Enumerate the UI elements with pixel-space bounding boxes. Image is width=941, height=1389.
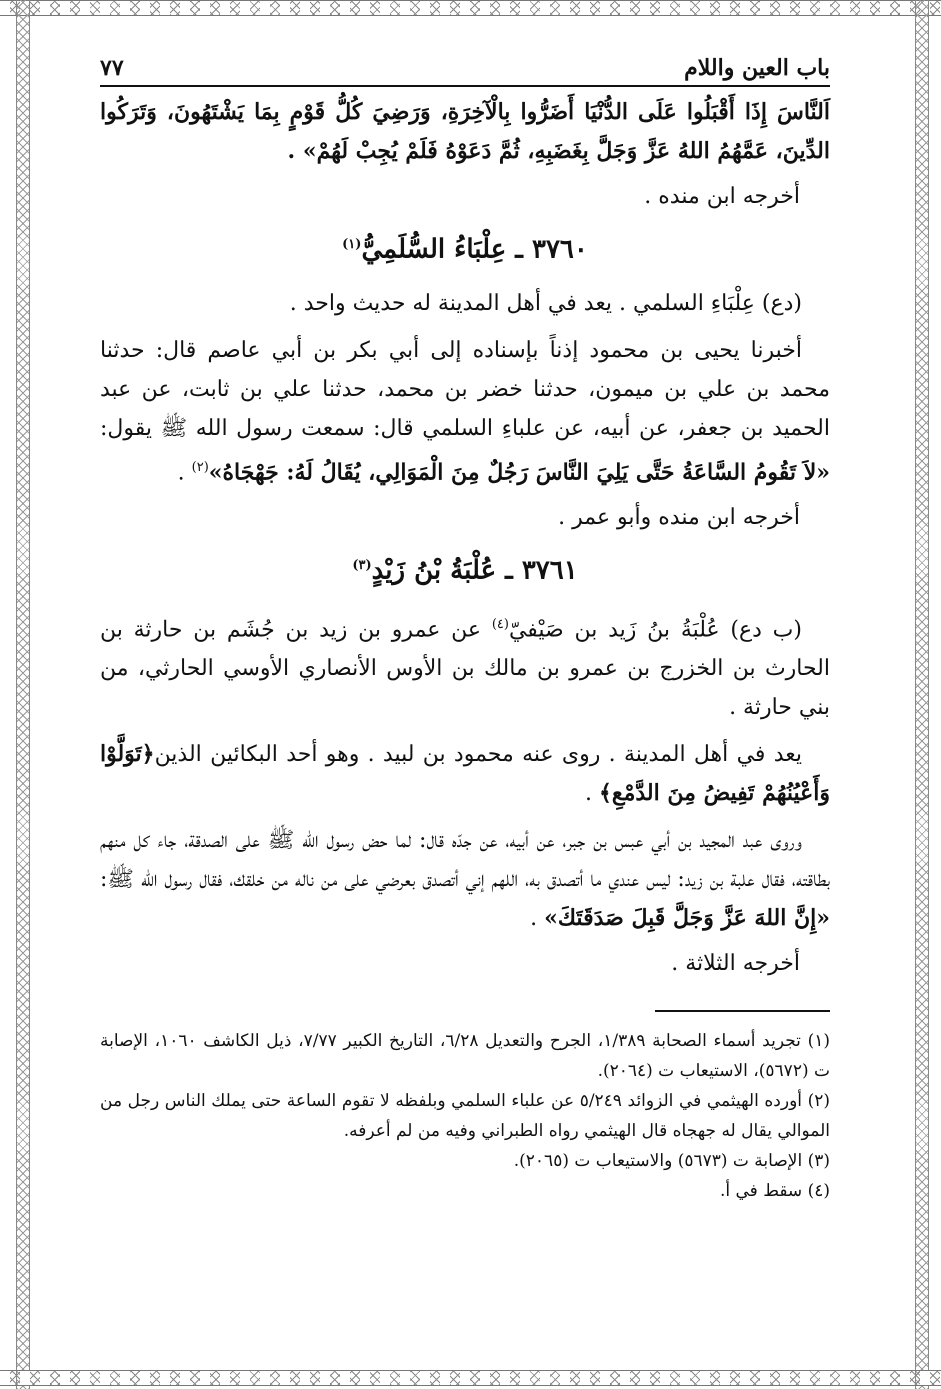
hadith-continuation: اَلنَّاسَ إِذَا أَقْبَلُوا عَلَى الدُّنْيَا أَضَرُّوا بِالْآخِرَةِ، وَرَضِيَ كُلُّ قَوْمٍ بِمَا يَشْتَهُونَ، وَتَرَكُوا الدِّينَ، عَمَّهُمُ اللهُ عَزَّ وَجَلَّ بِغَضَبِهِ، ثُمَّ دَعَوْهُ فَلَمْ يُجِبْ لَهُمْ» . [100,99,830,164]
hadith-quote: «لاَ تَقُومُ السَّاعَةُ حَتَّى يَلِيَ النَّاسَ رَجُلٌ مِنَ الْمَوَالِي، يُقَالُ لَهُ: جَهْجَاهُ» [208,458,830,485]
footnote: (٣) الإصابة ت (٥٦٧٣) والاستيعاب ت (٢٠٦٥). [513,1150,830,1171]
intro-text-continued: عن عمرو بن زيد بن جُشَم بن حارثة بن الحارث بن الخزرج بن عمرو بن مالك بن الأوس الأنصاري الأوسي الحارثي، من بني حارثة . [100,616,830,720]
page-border-top [0,0,941,16]
source-note: أخرجه ابن منده وأبو عمر . [558,504,800,530]
source-note: أخرجه ابن منده . [644,184,800,209]
sentence-end: . [530,905,545,931]
hadith-quote: «إِنَّ اللهَ عَزَّ وَجَلَّ قَبِلَ صَدَقَتَكَ» [544,904,830,931]
footnote: (٢) أورده الهيثمي في الزوائد ٥/٢٤٩ عن علباء السلمي وبلفظه لا تقوم الساعة حتى يملك الناس رجل من الموالي يقال له جهجاه قال الهيثمي رواه الطبراني وفيه من لم أعرفه. [100,1090,830,1141]
book-page [100,55,830,1206]
footnote-marker: (٤) [491,616,509,632]
chapter-title: باب العين واللام [684,55,830,81]
intro-text: (ب دع) عُلْبَةُ بنُ زَيد بن صَيْفيّ [508,616,802,642]
entry-paragraph [100,821,830,938]
footnote-marker: (٢) [191,459,209,475]
footnote-marker: (٣) [352,557,372,573]
narration-text: أخبرنا يحيى بن محمود إذناً بإسناده إلى أبي بكر بن أبي عاصم قال: حدثنا محمد بن علي بن ميمون، حدثنا خضر بن محمد، حدثنا علي بن ثابت، عن عبد الحميد بن جعفر، عن أبيه، عن علباءِ السلمي قال: سمعت رسول الله ﷺ يقول: [100,337,830,441]
page-border-bottom [0,1370,941,1386]
footnote-marker: (١) [342,237,362,252]
entry-narration [100,331,830,492]
entry-title-3761 [100,546,830,591]
entry-title-text: ٣٧٦١ ـ عُلْبَةُ بْنُ زَيْدٍ [371,555,578,586]
paragraph-text: وروى عبد المجيد بن أبي عبس بن جبر، عن أبيه، عن جدّه قال: لما حض رسول الله ﷺ على الصدقة، جاء كل منهم بطاقته، فقال علبة بن زيد: ليس عندي ما أتصدق به، اللهم إني أتصدق بعرضي على من ناله من خلقك، فقال رسول الله ﷺ: [100,827,830,892]
page-border-right [915,0,929,1389]
entry-title-3760 [100,225,830,270]
sentence-end: . [584,780,599,806]
quran-quote: ﴿تَوَلَّوْا وَأَعْيُنُهُمْ تَفِيضُ مِنَ الدَّمْعِ﴾ [100,740,830,806]
entry-intro: (دع) عِلْبَاءِ السلمي . يعد في أهل المدينة له حديث واحد . [289,290,802,316]
entry-intro [100,605,830,727]
source-note: أخرجه الثلاثة . [671,950,800,976]
page-number: ٧٧ [100,55,124,81]
entry-paragraph [100,735,830,813]
page-border-left [16,0,30,1389]
footnote: (١) تجريد أسماء الصحابة ١/٣٨٩، الجرح والتعديل ٦/٢٨، التاريخ الكبير ٧/٧٧، ذيل الكاشف ١٠٦٠، الإصابة ت (٥٦٧٢)، الاستيعاب ت (٢٠٦٤). [100,1030,831,1081]
footnote: (٤) سقط في أ. [719,1180,830,1201]
footnote-divider [655,1010,830,1012]
running-header [100,55,830,87]
sentence-end: . [177,459,192,485]
paragraph-text: يعد في أهل المدينة . روى عنه محمود بن لبيد . وهو أحد البكائين الذين [154,741,803,767]
entry-title-text: ٣٧٦٠ ـ عِلْبَاءُ السُّلَمِيُّ [361,234,588,265]
